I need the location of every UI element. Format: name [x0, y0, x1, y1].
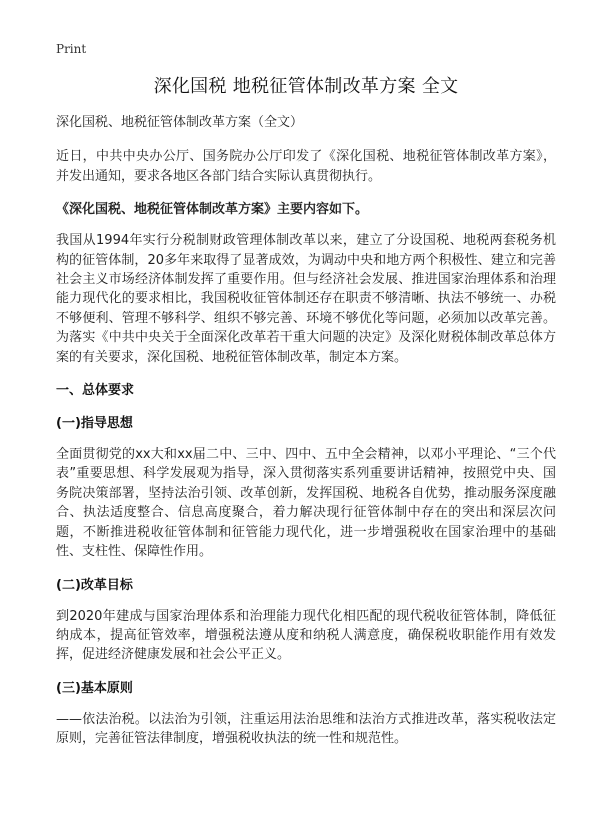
- page-title: 深化国税 地税征管体制改革方案 全文: [153, 76, 459, 97]
- subsection-heading-basic-principles: (三)基本原则: [56, 680, 133, 696]
- basic-principles-paragraph: ——依法治税。以法治为引领，注重运用法治思维和法治方式推进改革，落实税收法定原则，完善征管法律制度，增强税收执法的统一性和规范性。: [56, 711, 556, 747]
- subsection-heading-guiding-ideology: (一)指导思想: [56, 416, 133, 432]
- document-subtitle: 深化国税、地税征管体制改革方案（全文）: [56, 115, 304, 130]
- document-page: [56, 42, 556, 761]
- background-paragraph: 我国从1994年实行分税制财政管理体制改革以来，建立了分设国税、地税两套税务机构的征管体制，20多年来取得了显著成效，为调动中央和地方两个积极性、建立和完善社会主义市场经济体制发挥了重要作用。但与经济社会发展、推进国家治理体系和治理能力现代化的要求相比，我国税收征管体制还存在职责不够清晰、执法不够统一、办税不够便利、管理不够科学、组织不够完善、环境不够优化等问题，必须加以改革完善。为落实《中共中央关于全面深化改革若干重大问题的决定》及深化财税体制改革总体方案的有关要求，深化国税、地税征管体制改革，制定本方案。: [56, 233, 556, 365]
- print-label: Print: [56, 42, 87, 56]
- subsection-heading-reform-goals: (二)改革目标: [56, 577, 133, 593]
- section-heading-general-requirements: 一、总体要求: [56, 383, 135, 399]
- reform-goals-paragraph: 到2020年建成与国家治理体系和治理能力现代化相匹配的现代税收征管体制，降低征纳成本，提高征管效率，增强税法遵从度和纳税人满意度，确保税收职能作用有效发挥，促进经济健康发展和社会公平正义。: [56, 608, 556, 663]
- intro-paragraph: 近日，中共中央办公厅、国务院办公厅印发了《深化国税、地税征管体制改革方案》，并发出通知，要求各地区各部门结合实际认真贯彻执行。: [56, 149, 556, 184]
- guiding-ideology-paragraph: 全面贯彻党的xx大和xx届二中、三中、四中、五中全会精神，以邓小平理论、“三个代表”重要思想、科学发展观为指导，深入贯彻落实系列重要讲话精神，按照党中央、国务院决策部署，坚持法治引领、改革创新，发挥国税、地税各自优势，推动服务深度融合、执法适度整合、信息高度聚合，着力解决现行征管体制中存在的突出和深层次问题，不断推进税收征管体制和征管能力现代化，进一步增强税收在国家治理中的基础性、支柱性、保障性作用。: [56, 447, 556, 560]
- main-content-heading: 《深化国税、地税征管体制改革方案》主要内容如下。: [56, 202, 369, 218]
